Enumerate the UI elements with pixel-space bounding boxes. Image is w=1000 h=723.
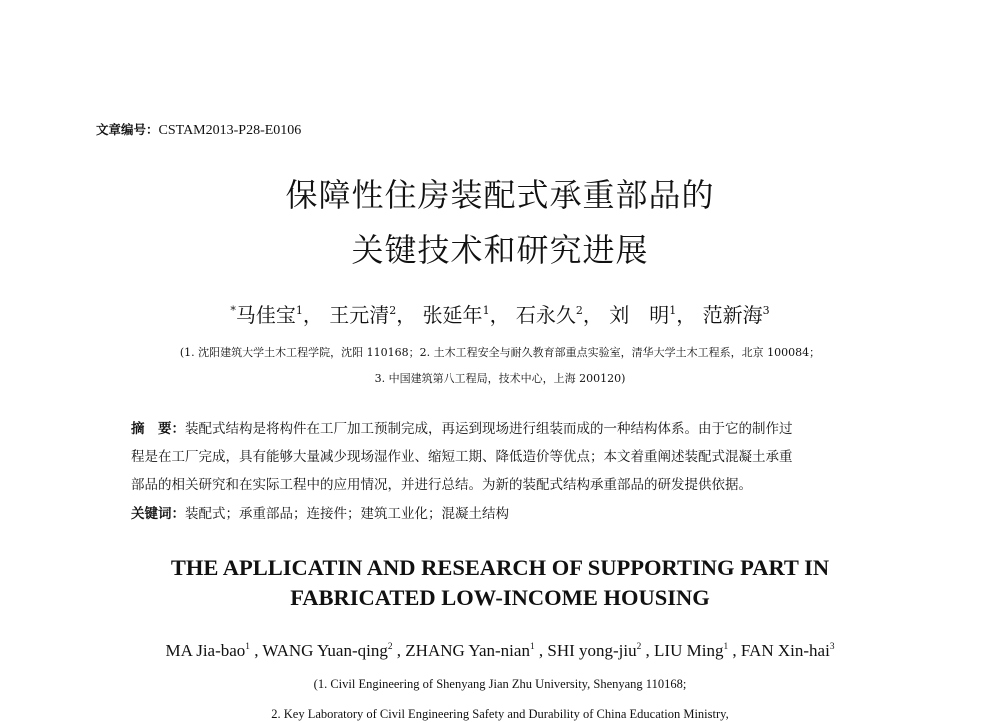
author-zh: 马佳宝: [235, 303, 296, 327]
author-zh-sup: 3: [762, 303, 770, 317]
abstract-label: 摘 要：: [131, 421, 185, 437]
abstract-text: 装配式结构是将构件在工厂加工预制完成，再运到现场进行组装而成的一种结构体系。由于它的制作过: [185, 421, 793, 437]
article-id-value: CSTAM2013-P28-E0106: [158, 123, 302, 138]
keywords: [131, 500, 876, 528]
author-en-sup: 2: [387, 642, 393, 652]
author-zh-sup: 1: [669, 303, 677, 317]
author-zh: 王元清: [329, 303, 390, 327]
author-en: SHI yong-jiu: [547, 641, 637, 660]
author-en: ZHANG Yan-nian: [405, 641, 530, 660]
abstract-line: 部品的相关研究和在实际工程中的应用情况，并进行总结。为新的装配式结构承重部品的研发提供依据。: [131, 477, 752, 493]
author-zh: 刘 明: [609, 303, 670, 327]
affiliation-zh-line2: 3. 中国建筑第八工程局，技术中心，上海 200120): [374, 372, 626, 385]
author-zh-sup: 1: [482, 303, 490, 317]
author-zh: 张延年: [422, 303, 483, 327]
author-zh: 范新海: [702, 303, 763, 327]
author-zh-sup: 2: [389, 303, 397, 317]
title-en-line2: FABRICATED LOW-INCOME HOUSING: [290, 585, 710, 610]
title-zh-line1: 保障性住房装配式承重部品的: [285, 176, 715, 214]
author-en-sup: 1: [245, 642, 250, 652]
author-en: FAN Xin-hai: [740, 641, 830, 660]
author-en-sup: 1: [529, 642, 535, 652]
author-zh: 石永久: [515, 303, 576, 327]
authors-zh: *马佳宝$^1$， 王元清$^2$， 张延年$^1$， 石永久$^2$， 刘 明$^1$， 范新海$^3$: [230, 303, 770, 327]
abstract: [131, 415, 876, 499]
keywords-text: 装配式；承重部品；连接件；建筑工业化；混凝土结构: [185, 506, 509, 522]
keywords-label: 关键词：: [131, 506, 185, 522]
author-zh-sup: 1: [295, 303, 303, 317]
title-en-line1: THE APLLICATIN AND RESEARCH OF SUPPORTING PART IN: [170, 555, 830, 580]
affiliation-en-line1: (1. Civil Engineering of Shenyang Jian Zhu University, Shenyang 110168;: [313, 677, 687, 691]
author-en-sup: 3: [829, 642, 835, 652]
title-zh-line2: 关键技术和研究进展: [351, 231, 649, 269]
author-en-sup: 1: [723, 642, 729, 652]
abstract-line: [131, 415, 876, 443]
article-id-label: 文章编号：: [96, 122, 159, 137]
author-en-sup: 2: [636, 642, 642, 652]
article-id: [96, 120, 301, 139]
corresponding-mark: *: [230, 303, 236, 317]
affiliation-zh-line1: (1. 沈阳建筑大学土木工程学院，沈阳 110168；2. 土木工程安全与耐久教育部重点实验室，清华大学土木工程系，北京 100084；: [179, 346, 821, 359]
keywords-line: [131, 500, 876, 528]
author-en: WANG Yuan-qing: [262, 641, 388, 660]
author-en: LIU Ming: [654, 641, 724, 660]
authors-en: MA Jia-bao$^1$ , WANG Yuan-qing$^2$ , ZHANG Yan-nian$^1$ , SHI yong-jiu$^2$ , LIU Ming$^1$ , FAN Xin-hai$^3$: [165, 641, 835, 660]
affiliation-en-line2: 2. Key Laboratory of Civil Engineering Safety and Durability of China Education Ministry,: [271, 707, 729, 721]
abstract-line: 程是在工厂完成，具有能够大量减少现场湿作业、缩短工期、降低造价等优点；本文着重阐述装配式混凝土承重: [131, 449, 793, 465]
author-zh-sup: 2: [575, 303, 583, 317]
author-en: MA Jia-bao: [165, 641, 246, 660]
